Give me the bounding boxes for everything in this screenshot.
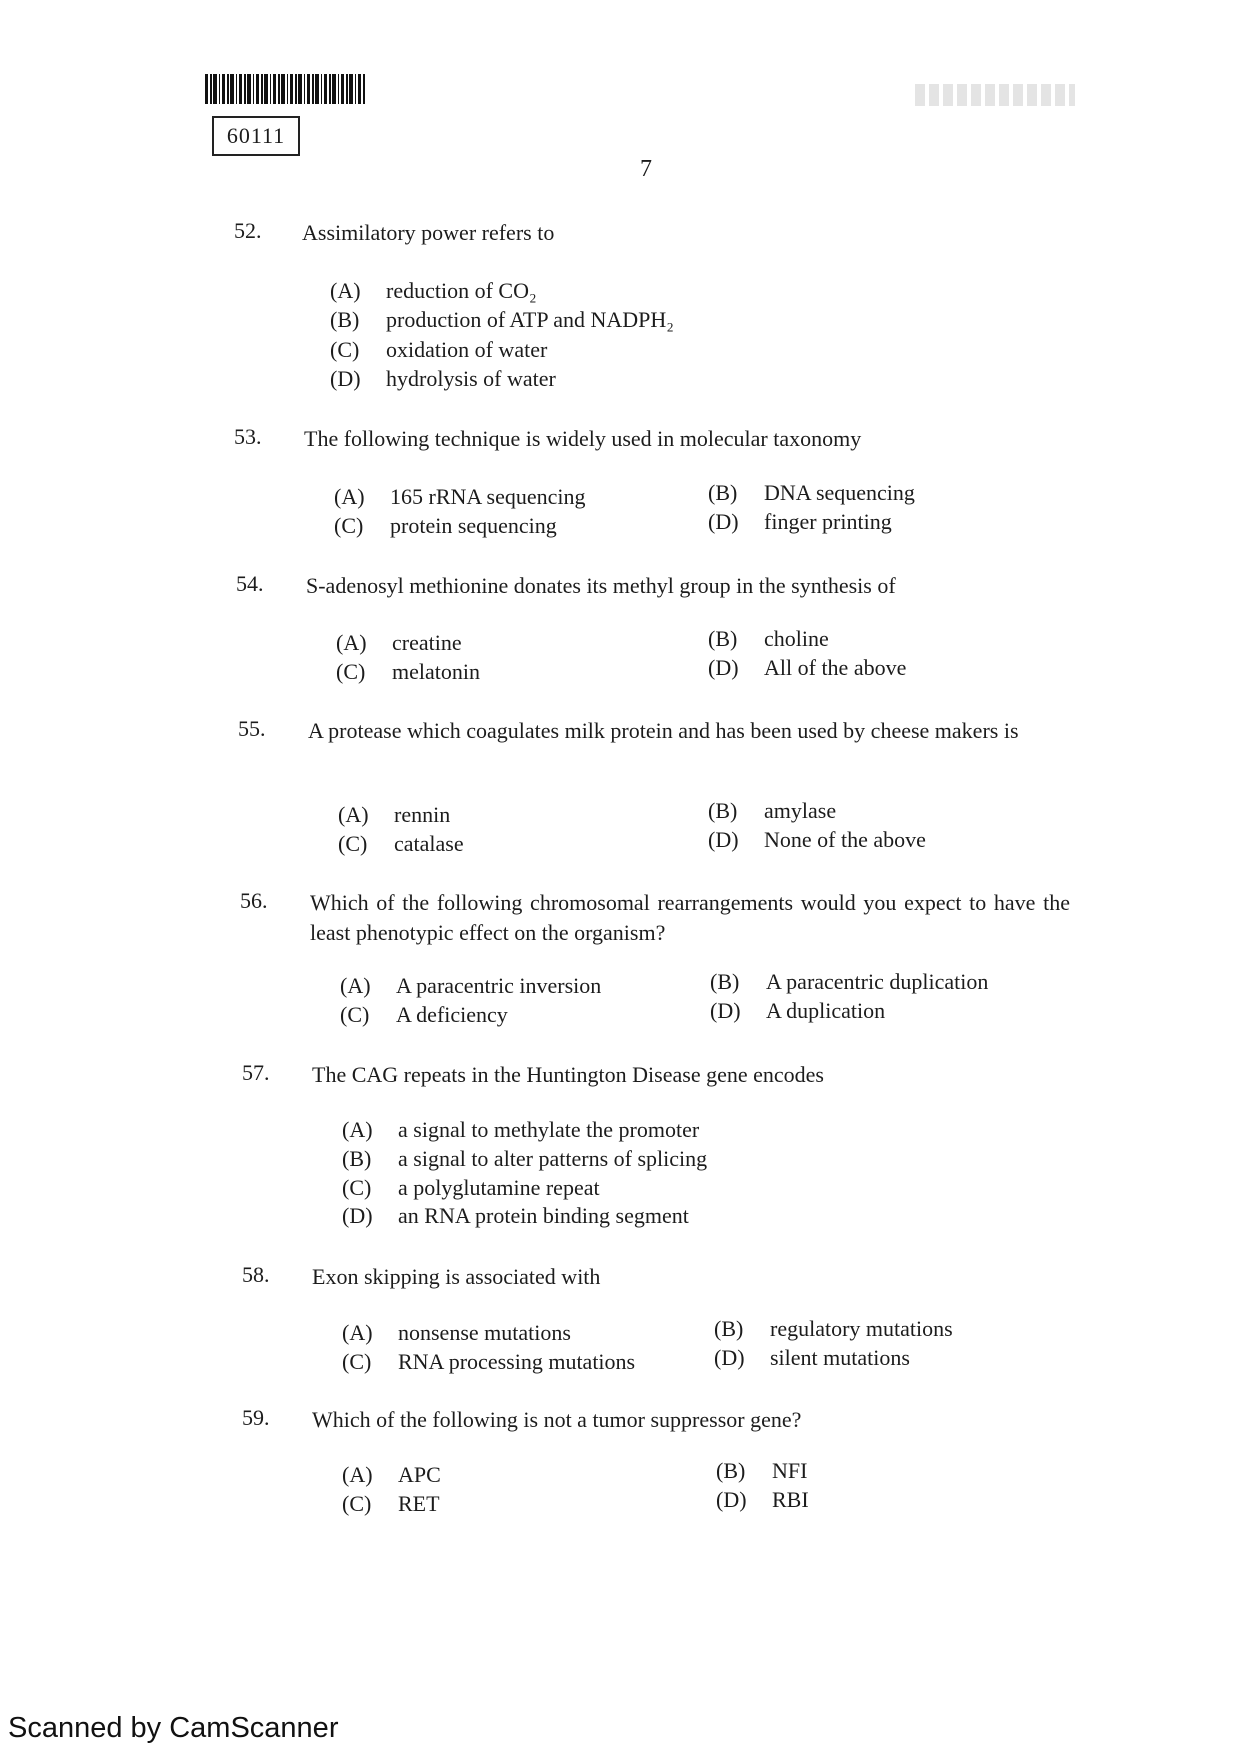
option-text: catalase [394,831,464,856]
page-number: 7 [640,156,652,182]
option-label: (B) [716,1458,746,1483]
option-text: amylase [764,798,837,823]
question-text: Assimilatory power refers to [302,220,555,245]
option-text: oxidation of water [386,337,548,362]
option-text: creatine [392,630,462,655]
option-text: NFI [772,1458,808,1483]
option-label: (A) [338,802,369,827]
option [342,1462,441,1488]
option [330,366,556,392]
option-label: (C) [340,1002,370,1027]
question-number: 57. [242,1060,270,1085]
option-label: (C) [330,337,360,362]
question-text: S-adenosyl methionine donates its methyl group in the synthesis of [306,573,896,598]
option [710,998,885,1024]
question-number: 53. [234,424,262,449]
option-label: (D) [330,366,361,391]
option [330,307,674,333]
option-label: (B) [708,626,738,651]
option-text: A duplication [766,998,886,1023]
option [330,278,537,304]
option-text: regulatory mutations [770,1316,953,1341]
option-text: None of the above [764,827,926,852]
option [708,480,915,506]
option-label: (B) [342,1146,372,1171]
option-label: (B) [710,969,740,994]
option [342,1320,571,1346]
option [708,655,906,681]
question-text: Exon skipping is associated with [312,1264,601,1289]
option [330,337,547,363]
option [334,513,557,539]
paper-code: 60111 [212,116,300,156]
option-text: an RNA protein binding segment [398,1203,689,1228]
question-number: 59. [242,1405,270,1430]
option [342,1146,707,1172]
option-text: reduction of CO₂ [386,278,537,303]
option [714,1316,953,1342]
option-text: A paracentric inversion [396,973,602,998]
option-label: (C) [342,1349,372,1374]
option [708,798,836,824]
option [336,659,480,685]
option-label: (B) [708,480,738,505]
option [336,630,462,656]
option-text: RNA processing mutations [398,1349,636,1374]
question-number: 54. [236,571,264,596]
question-number: 56. [240,888,268,913]
option-label: (D) [710,998,741,1023]
option-text: silent mutations [770,1345,910,1370]
option-text: A paracentric duplication [766,969,989,994]
option-label: (D) [714,1345,745,1370]
option-label: (D) [708,655,739,680]
option-label: (A) [336,630,367,655]
option [710,969,988,995]
option [342,1117,699,1143]
option [338,802,450,828]
option-text: RBI [772,1487,809,1512]
question-text: The following technique is widely used in molecular taxonomy [304,426,862,451]
option [334,484,586,510]
option-label: (C) [342,1175,372,1200]
option [708,827,926,853]
option [342,1203,689,1229]
option-label: (D) [708,509,739,534]
option-text: protein sequencing [390,513,557,538]
option-label: (A) [342,1320,373,1345]
option [714,1345,910,1371]
option-label: (B) [330,307,360,332]
option-label: (C) [334,513,364,538]
option-text: choline [764,626,829,651]
option-text: a polyglutamine repeat [398,1175,600,1200]
option-label: (C) [338,831,368,856]
option-text: a signal to methylate the promoter [398,1117,700,1142]
question-text: Which of the following chromosomal rearrangements would you expect to have the least phenotypic effect on the organism? [310,890,1070,945]
option-label: (A) [334,484,365,509]
option [342,1175,600,1201]
option-text: a signal to alter patterns of splicing [398,1146,708,1171]
option [708,626,829,652]
option-text: rennin [394,802,451,827]
option-label: (A) [342,1462,373,1487]
option [342,1491,440,1517]
option-label: (B) [708,798,738,823]
option-text: RET [398,1491,440,1516]
option-label: (B) [714,1316,744,1341]
question-text: The CAG repeats in the Huntington Disease gene encodes [312,1062,824,1087]
option-text: A deficiency [396,1002,508,1027]
option-text: APC [398,1462,441,1487]
option-text: melatonin [392,659,480,684]
option-text: All of the above [764,655,907,680]
scanner-watermark: Scanned by CamScanner [8,1712,339,1744]
option-label: (C) [336,659,366,684]
option [716,1487,809,1513]
faint-stamp [915,84,1075,106]
question-number: 58. [242,1262,270,1287]
option [338,831,464,857]
barcode [205,74,365,104]
option [716,1458,807,1484]
option-text: production of ATP and NADPH₂ [386,307,674,332]
option-text: 165 rRNA sequencing [390,484,586,509]
option [708,509,892,535]
option [342,1349,635,1375]
option [340,973,601,999]
option-label: (C) [342,1491,372,1516]
option-label: (D) [342,1203,373,1228]
option-label: (A) [342,1117,373,1142]
option-label: (D) [716,1487,747,1512]
option-text: finger printing [764,509,892,534]
question-text: A protease which coagulates milk protein and has been used by cheese makers is [308,718,1019,743]
option-text: nonsense mutations [398,1320,571,1345]
option-text: DNA sequencing [764,480,915,505]
option-label: (A) [330,278,361,303]
option [340,1002,508,1028]
option-label: (D) [708,827,739,852]
question-text: Which of the following is not a tumor suppressor gene? [312,1407,802,1432]
question-number: 52. [234,218,262,243]
option-label: (A) [340,973,371,998]
option-text: hydrolysis of water [386,366,556,391]
question-number: 55. [238,716,266,741]
